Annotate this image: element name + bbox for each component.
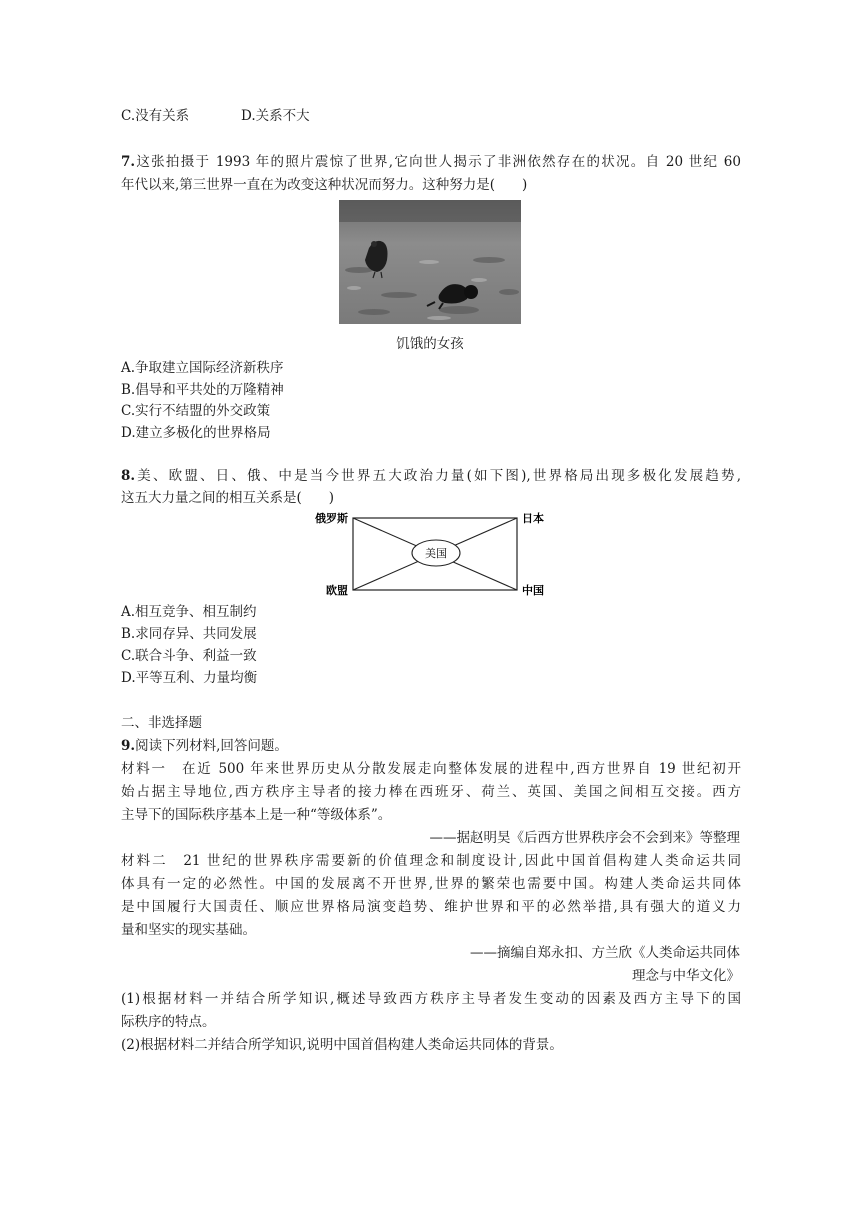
- material1-source: ——据赵明昊《后西方世界秩序会不会到来》等整理: [429, 830, 740, 846]
- photo-caption: 饥饿的女孩: [396, 336, 464, 352]
- question1-line1: (1)根据材料一并结合所学知识,概述导致西方秩序主导者发生变动的因素及西方主导下的国: [121, 991, 741, 1007]
- q8-option-d: D.平等互利、力量均衡: [121, 670, 258, 686]
- q8-option-c: C.联合斗争、利益一致: [121, 648, 257, 664]
- material2-source-line2: 理念与中华文化》: [632, 968, 740, 984]
- q8-stem-line1: 8.美、欧盟、日、俄、中是当今世界五大政治力量(如下图),世界格局出现多极化发展趋势,: [121, 468, 741, 484]
- material2-line4: 量和坚实的现实基础。: [121, 922, 256, 938]
- q7-option-c: C.实行不结盟的外交政策: [121, 403, 271, 419]
- label-russia: 俄罗斯: [315, 512, 348, 525]
- q7-option-a: A.争取建立国际经济新秩序: [121, 360, 284, 376]
- question2: (2)根据材料二并结合所学知识,说明中国首倡构建人类命运共同体的背景。: [121, 1037, 563, 1053]
- q7-option-b: B.倡导和平共处的万隆精神: [121, 382, 284, 398]
- q8-option-a: A.相互竞争、相互制约: [121, 604, 257, 620]
- q9-intro: 9.阅读下列材料,回答问题。: [121, 738, 288, 754]
- q9-number: 9.: [121, 738, 136, 754]
- material2-line3: 是中国履行大国责任、顺应世界格局演变趋势、维护世界和平的必然举措,具有强大的道义力: [121, 899, 741, 915]
- label-usa: 美国: [425, 547, 447, 560]
- material2-line1: 材料二 21 世纪的世界秩序需要新的价值理念和制度设计,因此中国首倡构建人类命运共同: [121, 853, 741, 869]
- q6-option-c: C.没有关系: [121, 108, 190, 124]
- starving-girl-photo: [339, 200, 521, 324]
- material1-line1: 材料一 在近 500 年来世界历史从分散发展走向整体发展的进程中,西方世界自 19 世纪初开: [121, 761, 741, 777]
- q7-stem-line2: 年代以来,第三世界一直在为改变这种状况而努力。这种努力是( ): [121, 177, 528, 193]
- q8-stem-line2: 这五大力量之间的相互关系是( ): [121, 490, 335, 506]
- q7-stem-line1: 7.这张拍摄于 1993 年的照片震惊了世界,它向世人揭示了非洲依然存在的状况。自 20 世纪 60: [121, 154, 741, 170]
- label-eu: 欧盟: [326, 584, 348, 597]
- q8-option-b: B.求同存异、共同发展: [121, 626, 257, 642]
- label-japan: 日本: [522, 512, 544, 525]
- question1-line2: 际秩序的特点。: [121, 1014, 216, 1030]
- section2-title: 二、非选择题: [121, 715, 202, 731]
- material2-source-line1: ——摘编自郑永扣、方兰欣《人类命运共同体: [470, 945, 740, 961]
- q7-option-d: D.建立多极化的世界格局: [121, 425, 271, 441]
- five-powers-diagram: [300, 508, 560, 600]
- material2-line2: 体具有一定的必然性。中国的发展离不开世界,世界的繁荣也需要中国。构建人类命运共同体: [121, 876, 741, 892]
- material1-line2: 始占据主导地位,西方秩序主导者的接力棒在西班牙、荷兰、英国、美国之间相互交接。西方: [121, 784, 741, 800]
- q6-option-d: D.关系不大: [241, 108, 310, 124]
- q8-number: 8.: [121, 468, 136, 484]
- q7-number: 7.: [121, 154, 136, 170]
- label-china: 中国: [522, 584, 544, 597]
- material1-line3: 主导下的国际秩序基本上是一种“等级体系”。: [121, 807, 392, 823]
